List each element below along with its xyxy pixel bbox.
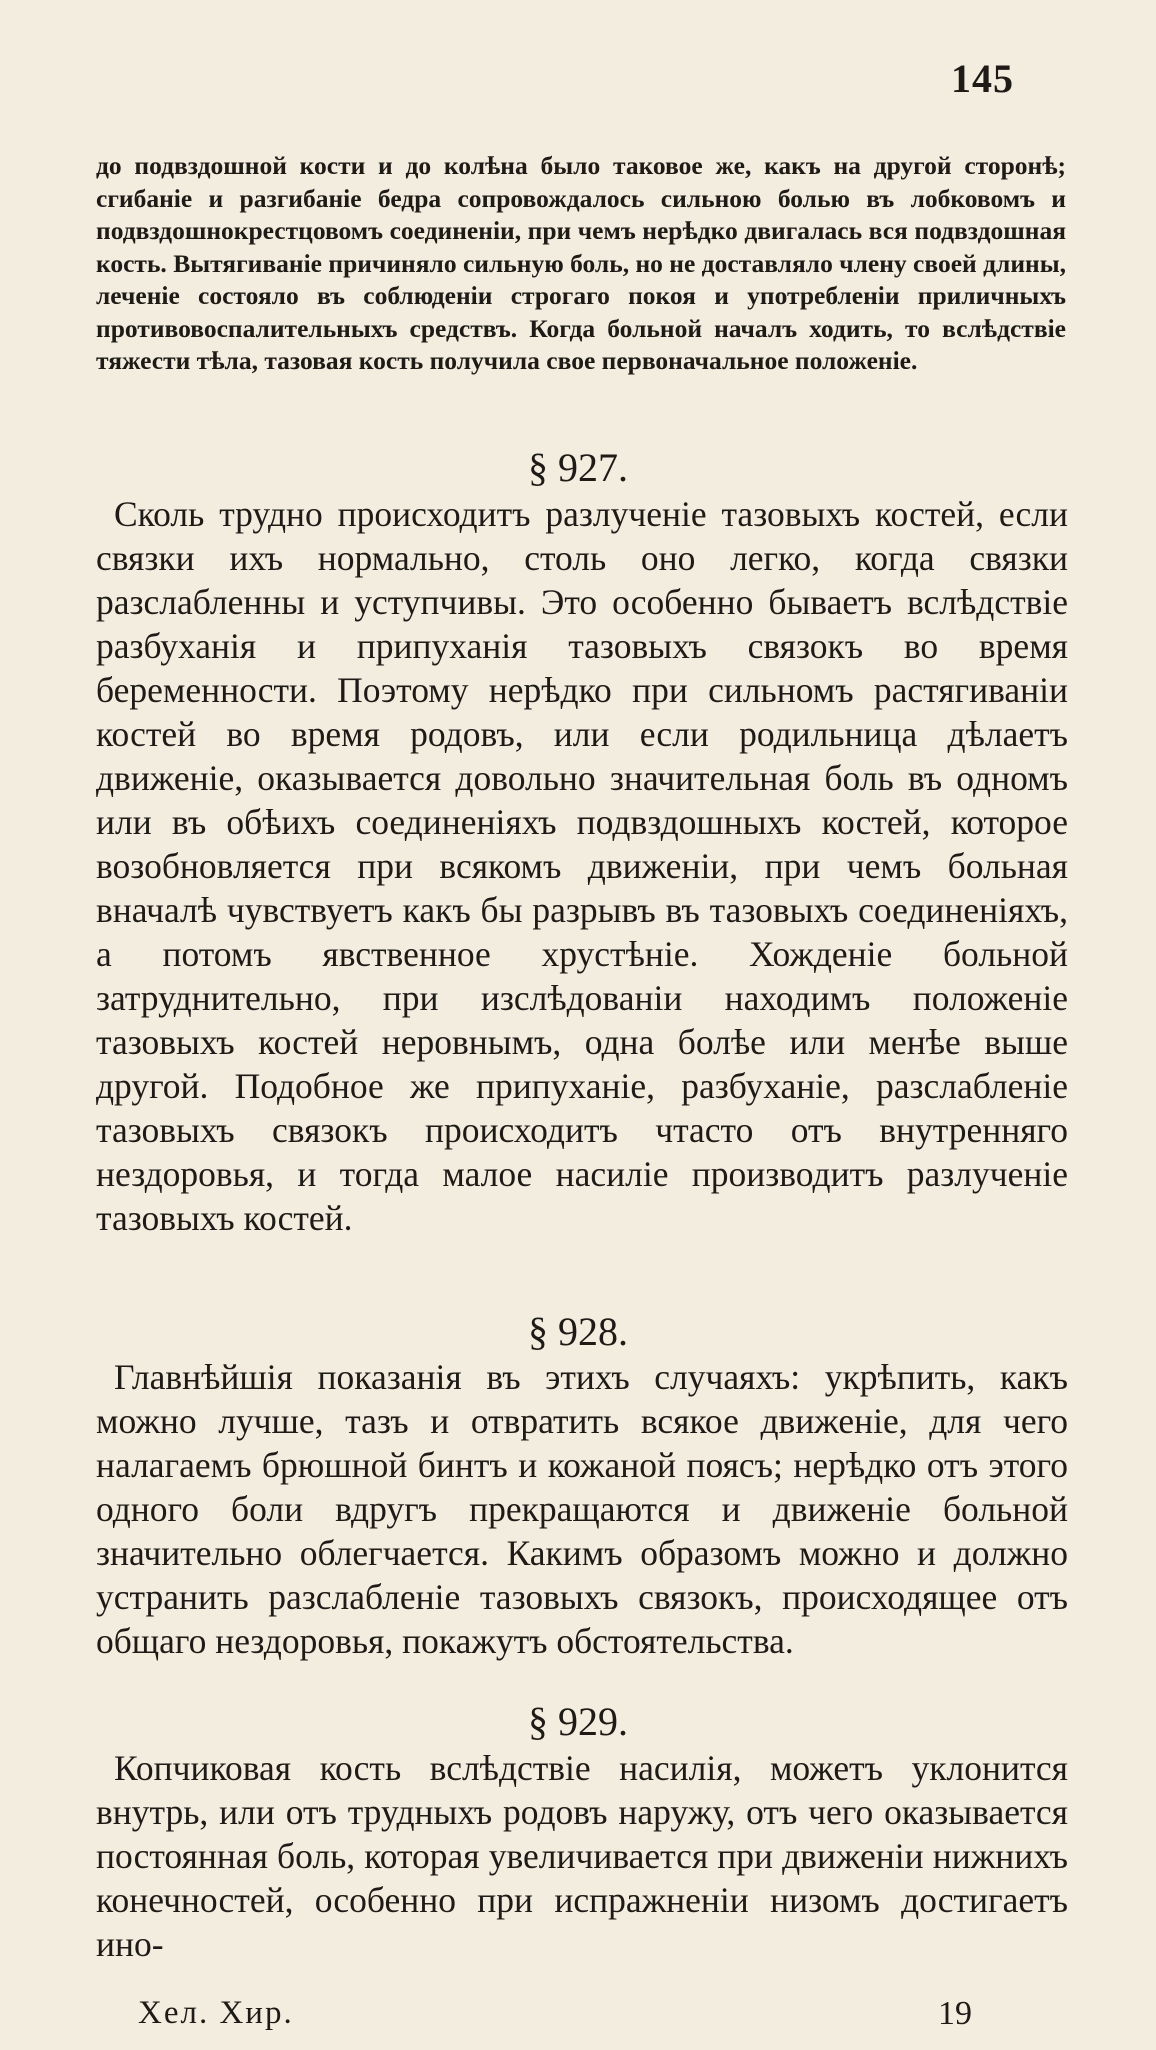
- signature-number: 19: [938, 1995, 972, 2032]
- section-927-text: Сколь трудно происходитъ разлученіе тазовыхъ костей, если связки ихъ нормально, столь оно легко, когда связки разслабленны и уступчивы. Это особенно бываетъ вслѣдствіе разбуханія и припуханія тазовыхъ связокъ во время беременности. Поэтому нерѣдко при сильномъ растягиваніи костей во время родовъ, или если родильница дѣлаетъ движеніе, оказывается довольно значительная боль въ одномъ или въ обѣихъ соединеніяхъ подвздошныхъ костей, которое возобновляется при всякомъ движеніи, при чемъ больная вначалѣ чувствуетъ какъ бы разрывъ въ тазовыхъ соединеніяхъ, а потомъ явственное хрустѣніе. Хожденіе больной затруднительно, при изслѣдованіи находимъ положеніе тазовыхъ костей неровнымъ, одна болѣе или менѣе выше другой. Подобное же припуханіе, разбуханіе, разслабленіе тазовыхъ связокъ происходитъ чтасто отъ внутренняго нездоровья, и тогда малое насиліе производитъ разлученіе тазовыхъ костей.: [96, 494, 1068, 1238]
- page-number: 145: [951, 56, 1014, 101]
- continuation-paragraph: до подвздошной кости и до колѣна было таковое же, какъ на другой сторонѣ; сгибаніе и разгибаніе бедра сопровождалось сильною болью въ лобковомъ и подвздошнокрестцовомъ соединеніи, при чемъ нерѣдко двигалась вся подвздошная кость. Вытягиваніе причиняло сильную боль, но не доставляло члену своей длины, леченіе состояло въ соблюденіи строгаго покоя и употребленіи приличныхъ противовоспалительныхъ средствъ. Когда больной началъ ходить, то вслѣдствіе тяжести тѣла, тазовая кость получила свое первоначальное положеніе.: [96, 151, 1066, 375]
- printer-signature: Хел. Хир.: [138, 1995, 294, 2031]
- section-928-text: Главнѣйшія показанія въ этихъ случаяхъ: укрѣпить, какъ можно лучше, тазъ и отвратить всякое движеніе, для чего налагаемъ брюшной бинтъ и кожаной поясъ; нерѣдко отъ этого одного боли вдругъ прекращаются и движеніе больной значительно облегчается. Какимъ образомъ можно и должно устранить разслабленіе тазовыхъ связокъ, происходящее отъ общаго нездоровья, покажутъ обстоятельства.: [96, 1357, 1068, 1661]
- section-heading-929: § 929.: [528, 1699, 628, 1744]
- section-heading-928: § 928.: [528, 1309, 628, 1354]
- section-heading-927: § 927.: [528, 445, 628, 490]
- section-929-text: Копчиковая кость вслѣдствіе насилія, можетъ уклонится внутрь, или отъ трудныхъ родовъ наружу, отъ чего оказывается постоянная боль, которая увеличивается при движеніи нижнихъ конечностей, особенно при испражненіи низомъ достигаетъ ино-: [96, 1748, 1068, 1964]
